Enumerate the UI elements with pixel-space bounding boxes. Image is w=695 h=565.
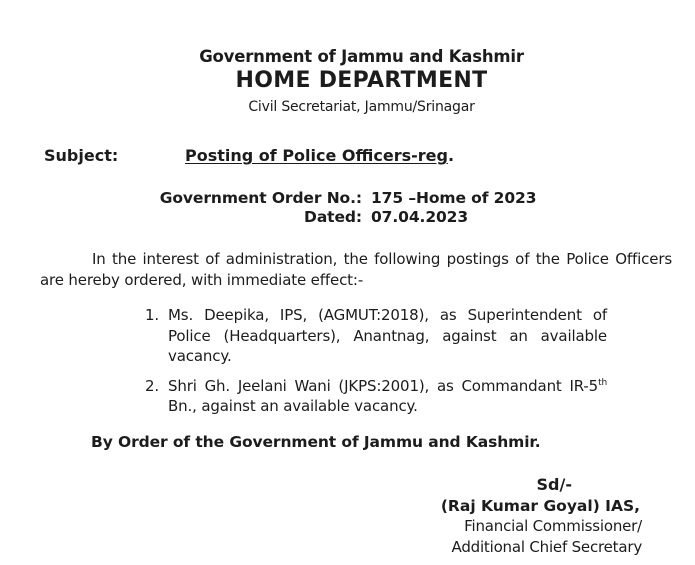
signed-mark: Sd/- — [536, 475, 572, 494]
posting-text: Ms. Deepika, IPS, (AGMUT:2018), as Superintendent of Police (Headquarters), Anantnag, against an available vacancy. — [168, 306, 607, 365]
intro-text: In the interest of administration, the following postings of the Police Officers are hereby ordered, with immediate effect:- — [40, 250, 672, 289]
postings-list — [145, 305, 607, 426]
posting-text-main: Shri Gh. Jeelani Wani (JKPS:2001), as Commandant IR-5 — [168, 376, 599, 395]
signature-block — [441, 475, 642, 557]
subject-text: Posting of Police Officers-reg — [185, 146, 448, 165]
subject-label: Subject: — [44, 146, 119, 165]
intro-paragraph — [40, 249, 672, 291]
subject-period: . — [447, 146, 455, 165]
order-number-value: 175 –Home of 2023 — [371, 189, 537, 207]
posting-text — [168, 376, 607, 417]
posting-number: 1. — [145, 306, 160, 324]
signatory-title-1: Financial Commissioner/ — [464, 517, 642, 535]
posting-number: 2. — [145, 376, 160, 395]
subject-line — [185, 146, 454, 165]
signatory-title-2: Additional Chief Secretary — [451, 537, 642, 556]
closing-statement: By Order of the Government of Jammu and Kashmir. — [91, 433, 541, 451]
order-date-label: Dated: — [304, 208, 362, 226]
order-date-value: 07.04.2023 — [371, 208, 469, 226]
government-name: Government of Jammu and Kashmir — [199, 47, 524, 66]
department-name: HOME DEPARTMENT — [235, 68, 488, 93]
order-number-label: Government Order No.: — [159, 189, 362, 207]
posting-item — [145, 305, 607, 367]
posting-text-tail: Bn., against an available vacancy. — [168, 397, 418, 415]
posting-item — [145, 376, 607, 417]
letterhead — [14, 0, 695, 130]
department-address: Civil Secretariat, Jammu/Srinagar — [248, 99, 475, 115]
ordinal-superscript: th — [598, 377, 607, 388]
signatory-name: (Raj Kumar Goyal) IAS, — [440, 496, 640, 515]
